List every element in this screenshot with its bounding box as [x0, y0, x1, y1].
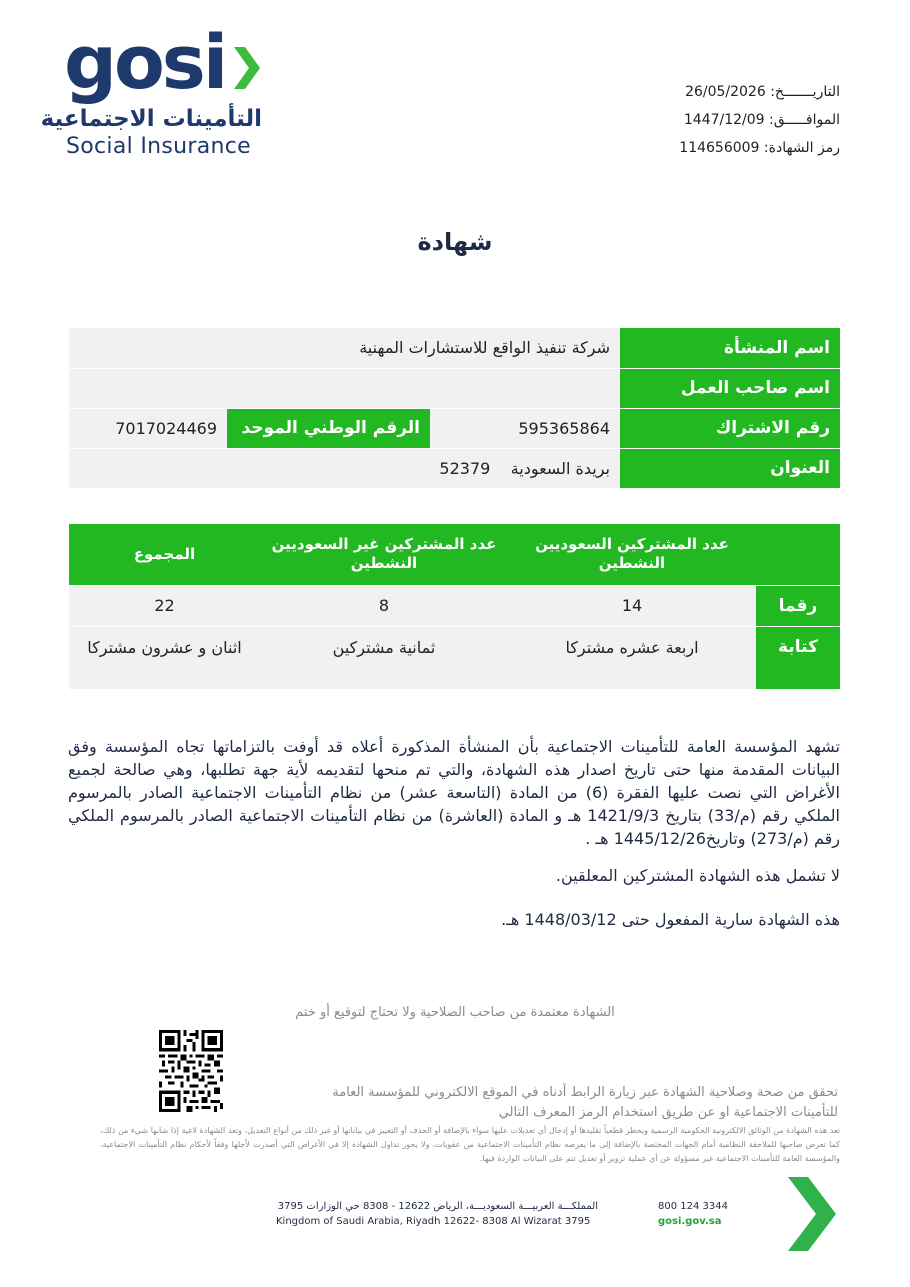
legal-disclaimer: تعد هذه الشهادة من الوثائق الالكترونية الحكومية الرسمية ويحظر قطعياً تقليدها أو إدخال أي تعديلات عليها سواء بالإضافة أو الحذف أو التغيير في بياناتها أو غير ذلك من أنواع التعديل، وتعد الشهادة لاغية إذا شابها شيء من ذلك، كما تعرض صاحبها للملاحقة النظامية أمام الجهات المختصة بالإضافة إلى ما يفرضه نظام التأمينات الاجتماعية من عقوبات، ولا يجوز تداول الشهادة إلا في الأغراض التي أصدرت لأجلها وفقاً لأحكام نظام التأمينات الاجتماعية، والمؤسسة العامة للتأمينات الاجتماعية غير مسؤولة عن أي عملية تزوير أو تعديل تتم على البيانات الواردة فيها.	[100, 1126, 840, 1163]
employer-name-label: اسم صاحب العمل	[620, 368, 840, 408]
validity-note: هذه الشهادة سارية المفعول حتى 1448/03/12 هـ.	[501, 910, 840, 929]
verification-instructions	[238, 1083, 838, 1123]
unified-national-number-label: الرقم الوطني الموحد	[227, 408, 430, 448]
employer-name-value	[69, 368, 620, 408]
date-label: التاريـــــــخ:	[770, 84, 840, 100]
verification-line-1: تحقق من صحة وصلاحية الشهادة عبر زيارة الرابط أدناه في الموقع الالكتروني للمؤسسة العامة	[332, 1085, 838, 1100]
table-row	[69, 585, 840, 626]
column-header: عدد المشتركين غير السعوديين النشطين	[260, 524, 508, 585]
logo-english-text: Social Insurance	[66, 134, 251, 159]
table-row	[69, 626, 840, 689]
table-row	[69, 448, 840, 488]
column-header: المجموع	[69, 524, 260, 585]
establishment-info-table	[69, 328, 840, 489]
certificate-code-value: 114656009	[679, 140, 760, 156]
date-value: 26/05/2026	[685, 84, 766, 100]
column-header	[756, 524, 840, 585]
hijri-date-row	[580, 110, 840, 138]
subscribers-count-table	[69, 524, 840, 689]
certificate-code-row	[580, 138, 840, 166]
page-title: شهادة	[417, 228, 493, 256]
logo-wordmark: gosi	[64, 20, 226, 106]
establishment-name-value: شركة تنفيذ الواقع للاستشارات المهنية	[69, 328, 620, 368]
large-chevron-icon	[786, 1175, 838, 1253]
numbers-row-label: رقما	[756, 585, 840, 626]
hijri-date-label: الموافـــــق:	[769, 112, 840, 128]
date-row	[580, 82, 840, 110]
address-value	[69, 448, 620, 488]
non-saudi-count-number: 8	[260, 585, 508, 626]
subscription-number-value: 595365864	[430, 408, 620, 448]
address-postal-code: 52379	[439, 458, 491, 478]
address-arabic: المملكـــة العربيـــة السعوديـــة، الرياض 12622 - 8308 حي الوزارات 3795	[277, 1201, 598, 1212]
table-header-row	[69, 524, 840, 585]
words-row-label: كتابة	[756, 626, 840, 689]
total-count-number: 22	[69, 585, 260, 626]
phone-number: 800 124 3344	[658, 1201, 728, 1212]
hijri-date-value: 1447/12/09	[683, 112, 765, 128]
approval-note: الشهادة معتمدة من صاحب الصلاحية ولا تحتاج لتوقيع أو ختم	[295, 1005, 615, 1020]
table-row	[69, 328, 840, 368]
verification-line-2: للتأمينات الاجتماعية او عن طريق استخدام الرمز المعرف التالي	[498, 1105, 838, 1120]
establishment-name-label: اسم المنشأة	[620, 328, 840, 368]
gosi-logo	[40, 20, 274, 161]
address-city: بريدة السعودية	[510, 458, 610, 478]
table-row	[69, 368, 840, 408]
subscription-number-label: رقم الاشتراك	[620, 408, 840, 448]
non-saudi-count-words: ثمانية مشتركين	[260, 626, 508, 689]
column-header: عدد المشتركين السعوديين النشطين	[508, 524, 756, 585]
saudi-count-words: اربعة عشره مشتركا	[508, 626, 756, 689]
gosi-chevron-icon	[232, 43, 262, 93]
suspended-subscribers-note: لا تشمل هذه الشهادة المشتركين المعلقين.	[555, 866, 840, 885]
address-label: العنوان	[620, 448, 840, 488]
certificate-code-label: رمز الشهادة:	[763, 140, 840, 156]
website-link[interactable]: gosi.gov.sa	[658, 1216, 722, 1227]
saudi-count-number: 14	[508, 585, 756, 626]
address-english: Kingdom of Saudi Arabia, Riyadh 12622- 8308 Al Wizarat 3795	[276, 1216, 591, 1227]
certificate-meta	[580, 82, 840, 166]
table-row	[69, 408, 840, 448]
logo-arabic-text: التأمينات الاجتماعية	[40, 106, 262, 132]
total-count-words: اثنان و عشرون مشتركا	[69, 626, 260, 689]
qr-code[interactable]	[159, 1030, 223, 1112]
certification-paragraph: تشهد المؤسسة العامة للتأمينات الاجتماعية بأن المنشأة المذكورة أعلاه قد أوفت بالتزاماتها تجاه المؤسسة وفق البيانات المقدمة منها حتى تاريخ اصدار هذه الشهادة، والتي تم منحها لتقديمه لأية جهة تطلبها، وهي صالحة لجميع الأغراض التي نصت عليها الفقرة (6) من المادة (التاسعة عشر) من نظام التأمينات الاجتماعية الصادر بالمرسوم الملكي رقم (م/33) بتاريخ 1421/9/3 هـ و المادة (العاشرة) من نظام التأمينات الاجتماعية الصادر بالمرسوم الملكي رقم (م/273) وتاريخ1445/12/26 هـ .	[68, 737, 841, 848]
unified-national-number-value: 7017024469	[69, 408, 227, 448]
